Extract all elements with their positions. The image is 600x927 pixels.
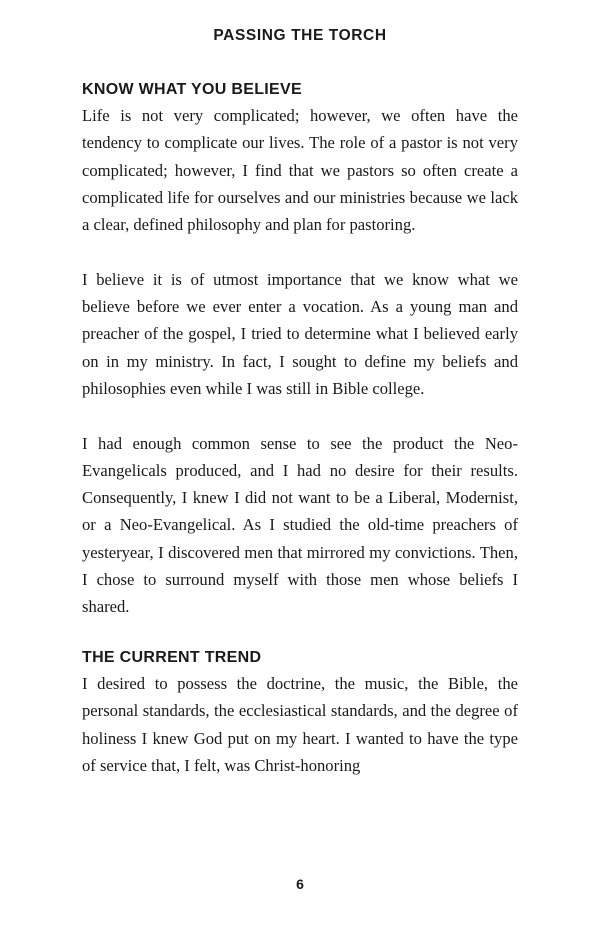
body-paragraph: I had enough common sense to see the product the Neo-Evangelicals produced, and I had no desire for their results. Consequently, I knew I did not want to be a Liberal, Modernist, or a Neo-Evangelical. As I studied the old-time preachers of yesteryear, I discovered men that mirrored my convictions. Then, I chose to surround myself with those men whose beliefs I shared.	[82, 433, 518, 617]
body-paragraph: I desired to possess the doctrine, the music, the Bible, the personal standards, the ecclesiastical standards, and the degree of holiness I knew God put on my heart. I wanted to have the type of service that, I felt, was Christ-honoring	[82, 673, 518, 775]
section-heading-know-what-you-believe: KNOW WHAT YOU BELIEVE	[82, 81, 302, 98]
body-paragraph: I believe it is of utmost importance that we know what we believe before we ever enter a vocation. As a young man and preacher of the gospel, I tried to determine what I believed early on in my ministry. In fact, I sought to define my beliefs and philosophies even while I was still in Bible college.	[82, 269, 518, 398]
running-head: PASSING THE TORCH	[213, 27, 387, 44]
paragraph-spacer	[82, 238, 518, 265]
paragraph-spacer	[82, 402, 518, 429]
section-heading-the-current-trend: THE CURRENT TREND	[82, 648, 262, 666]
page-number: 6	[296, 876, 304, 892]
body-paragraph: Life is not very complicated; however, we often have the tendency to complicate our lives. The role of a pastor is not very complicated; however, I find that we pastors so often create a complicated life for ourselves and our ministries because we lack a clear, defined philosophy and plan for pastoring.	[82, 106, 518, 235]
page-body	[82, 80, 518, 779]
